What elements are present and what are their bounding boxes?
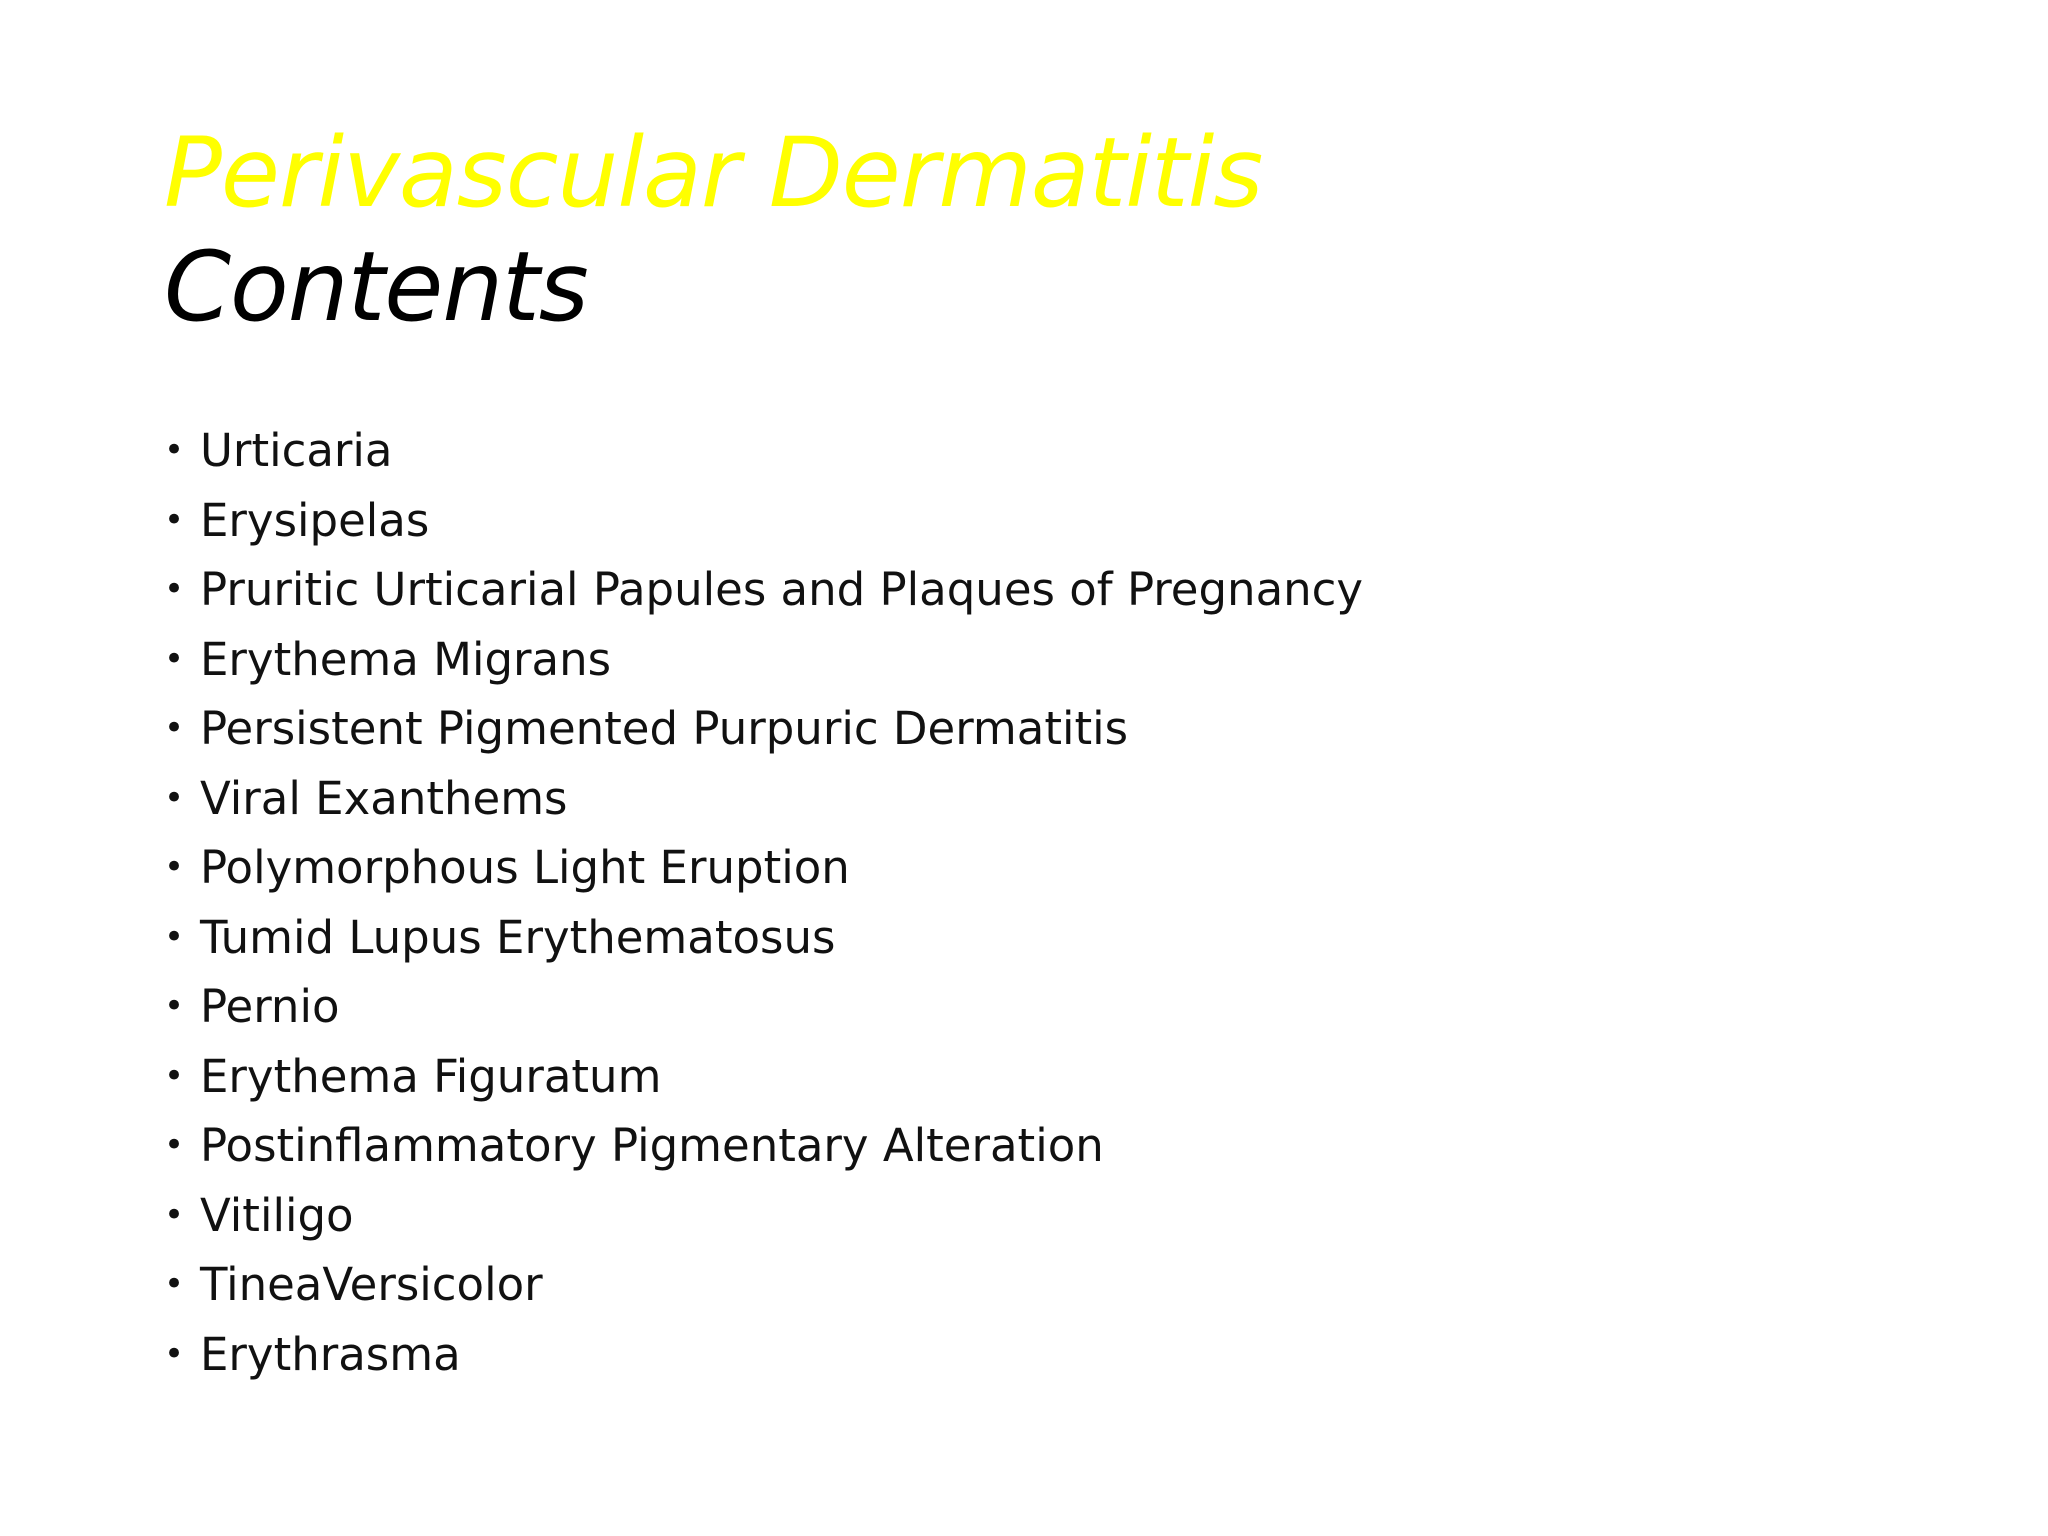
list-item-label: Erysipelas bbox=[200, 493, 430, 547]
bullet-icon: • bbox=[164, 1194, 185, 1235]
list-item-label: Pernio bbox=[200, 980, 340, 1033]
slide-title: Perivascular Dermatitis bbox=[164, 117, 1263, 229]
bullet-icon: • bbox=[164, 499, 185, 540]
bullet-icon: • bbox=[164, 1264, 185, 1304]
bullet-icon: • bbox=[164, 638, 185, 679]
bullet-icon: • bbox=[164, 1125, 185, 1165]
bullet-icon: • bbox=[164, 430, 185, 470]
list-item-label: Erythema Figuratum bbox=[200, 1049, 662, 1103]
list-item-label: TineaVersicolor bbox=[200, 1258, 543, 1311]
list-item bbox=[164, 486, 1864, 556]
bullet-icon: • bbox=[164, 569, 185, 609]
list-item bbox=[164, 833, 1864, 903]
list-item-label: Viral Exanthems bbox=[200, 771, 568, 825]
bullet-icon: • bbox=[164, 1333, 185, 1374]
bullet-icon: • bbox=[164, 1055, 185, 1096]
list-item-label: Persistent Pigmented Purpuric Dermatitis bbox=[200, 702, 1129, 755]
slide-subtitle: Contents bbox=[164, 231, 588, 343]
list-item bbox=[164, 972, 1864, 1042]
list-item bbox=[164, 1181, 1864, 1251]
list-item-label: Urticaria bbox=[200, 424, 393, 477]
list-item bbox=[164, 764, 1864, 834]
list-item-label: Polymorphous Light Eruption bbox=[200, 841, 850, 894]
list-item bbox=[164, 1320, 1864, 1390]
list-item bbox=[164, 1250, 1864, 1320]
bullet-icon: • bbox=[164, 777, 185, 818]
list-item-label: Pruritic Urticarial Papules and Plaques of Pregnancy bbox=[200, 563, 1364, 616]
bullet-icon: • bbox=[164, 847, 185, 887]
bullet-icon: • bbox=[164, 986, 185, 1026]
list-item-label: Erythrasma bbox=[200, 1327, 461, 1381]
bullet-icon: • bbox=[164, 708, 185, 748]
contents-list bbox=[164, 416, 1864, 1389]
list-item-label: Tumid Lupus Erythematosus bbox=[200, 910, 836, 964]
list-item-label: Vitiligo bbox=[200, 1188, 354, 1242]
list-item-label: Postinflammatory Pigmentary Alteration bbox=[200, 1119, 1104, 1172]
list-item bbox=[164, 416, 1864, 486]
list-item bbox=[164, 555, 1864, 625]
list-item-label: Erythema Migrans bbox=[200, 632, 612, 686]
list-item bbox=[164, 903, 1864, 973]
list-item bbox=[164, 1111, 1864, 1181]
list-item bbox=[164, 694, 1864, 764]
title-block bbox=[164, 116, 1864, 344]
list-item bbox=[164, 1042, 1864, 1112]
bullet-icon: • bbox=[164, 916, 185, 957]
list-item bbox=[164, 625, 1864, 695]
